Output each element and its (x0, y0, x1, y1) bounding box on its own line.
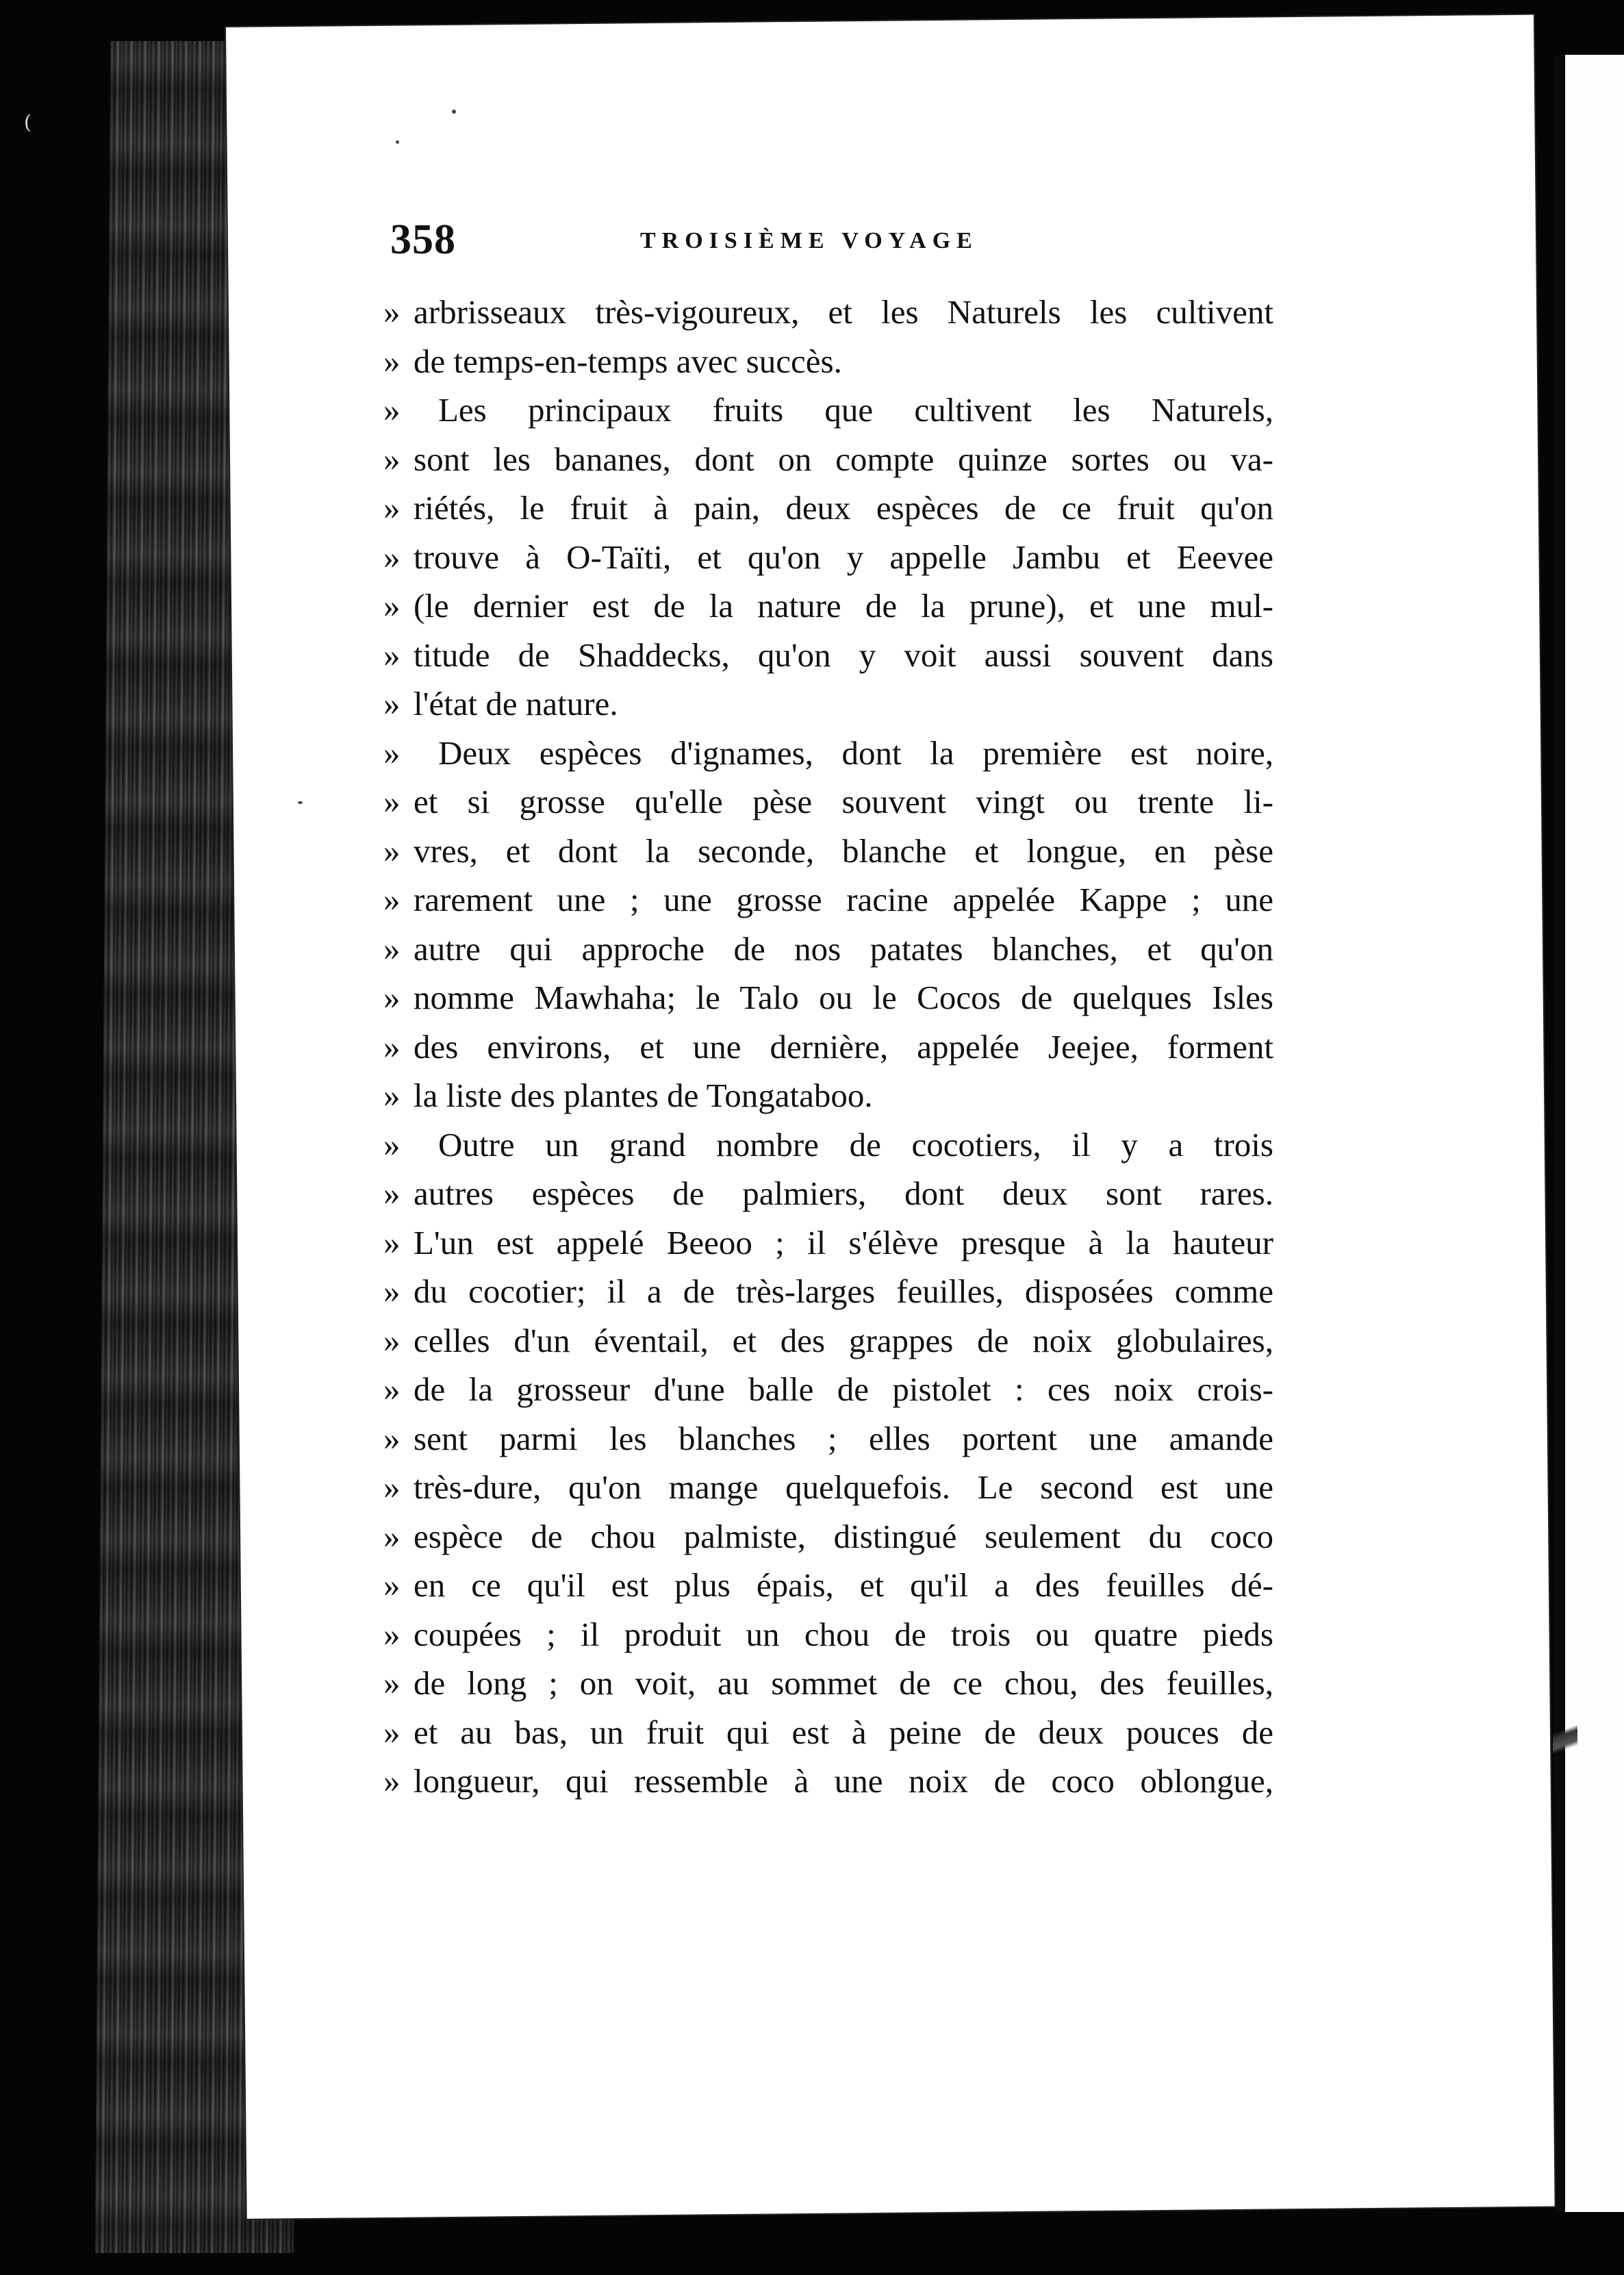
text-line (383, 1169, 1273, 1218)
line-text: L'un est appelé Beeoo ; il s'élève presque à la hauteur (414, 1223, 1273, 1261)
line-text: autre qui approche de nos patates blanches, et qu'on (414, 929, 1273, 968)
quote-mark: » (383, 440, 401, 478)
line-text: sont les bananes, dont on compte quinze sortes ou va- (414, 440, 1273, 478)
line-text: de la grosseur d'une balle de pistolet : ces noix crois- (414, 1370, 1273, 1408)
running-head: TROISIÈME VOYAGE (640, 228, 978, 253)
line-text: titude de Shaddecks, qu'on y voit aussi souvent dans (414, 636, 1273, 674)
quote-mark: » (383, 342, 401, 380)
line-text: Outre un grand nombre de cocotiers, il y a trois (438, 1125, 1273, 1164)
line-text: du cocotier; il a de très-larges feuilles, disposées comme (414, 1272, 1273, 1310)
quote-mark: » (383, 1272, 401, 1310)
line-text: nomme Mawhaha; le Talo ou le Cocos de quelques Isles (414, 979, 1273, 1016)
text-line (383, 1659, 1273, 1708)
quote-mark: » (383, 929, 401, 968)
text-line (383, 1708, 1273, 1757)
line-text: de long ; on voit, au sommet de ce chou, des feuilles, (414, 1664, 1273, 1702)
text-line (383, 1757, 1273, 1806)
text-line (383, 875, 1273, 925)
quote-mark: » (383, 636, 401, 674)
text-line (383, 777, 1273, 827)
line-text: coupées ; il produit un chou de trois ou quatre pieds (414, 1615, 1273, 1653)
text-line (383, 1022, 1273, 1072)
page-header (390, 216, 1246, 271)
text-line (383, 925, 1273, 974)
quote-mark: » (383, 1370, 401, 1408)
line-text: vres, et dont la seconde, blanche et longue, en pèse (414, 831, 1273, 870)
line-text: et si grosse qu'elle pèse souvent vingt ou trente li- (414, 783, 1273, 820)
text-line (383, 1610, 1273, 1659)
text-line (383, 1561, 1273, 1610)
text-line (383, 337, 1273, 386)
page-speck (452, 110, 456, 114)
line-text: (le dernier est de la nature de la prune), et une mul- (414, 587, 1273, 625)
quote-mark: » (383, 1077, 401, 1114)
page-number: 358 (390, 216, 456, 263)
line-text: de temps-en-temps avec succès. (414, 342, 842, 380)
text-line (383, 1218, 1273, 1268)
quote-mark: » (383, 391, 401, 429)
quote-mark: » (383, 1468, 401, 1506)
quote-mark: » (383, 1566, 401, 1604)
body-text (383, 288, 1273, 1806)
line-text: rarement une ; une grosse racine appelée Kappe ; une (414, 881, 1273, 918)
line-text: trouve à O-Taïti, et qu'on y appelle Jambu et Eeevee (414, 538, 1273, 576)
quote-mark: » (383, 783, 401, 820)
text-line (383, 483, 1273, 533)
facing-page-mark (1553, 1692, 1577, 1787)
line-text: sent parmi les blanches ; elles portent une amande (414, 1419, 1273, 1457)
text-line (383, 973, 1273, 1022)
text-line (383, 729, 1273, 778)
line-text: très-dure, qu'on mange quelquefois. Le second est une (414, 1468, 1273, 1506)
text-line (383, 435, 1273, 484)
quote-mark: » (383, 979, 401, 1016)
quote-mark: » (383, 831, 401, 870)
line-text: en ce qu'il est plus épais, et qu'il a des feuilles dé- (414, 1566, 1273, 1604)
line-text: riétés, le fruit à pain, deux espèces de ce fruit qu'on (414, 489, 1273, 527)
line-text: Deux espèces d'ignames, dont la première est noire, (438, 733, 1273, 772)
line-text: autres espèces de palmiers, dont deux sont rares. (414, 1174, 1273, 1212)
quote-mark: » (383, 538, 401, 576)
text-line (383, 1463, 1273, 1512)
text-line (383, 631, 1273, 680)
quote-mark: » (383, 1762, 401, 1800)
line-text: la liste des plantes de Tongataboo. (414, 1077, 873, 1114)
quote-mark: » (383, 685, 401, 722)
text-line (383, 288, 1273, 337)
text-line (383, 827, 1273, 876)
text-line (383, 386, 1273, 435)
quote-mark: » (383, 1615, 401, 1653)
quote-mark: » (383, 293, 401, 331)
line-text: des environs, et une dernière, appelée Jeejee, forment (414, 1027, 1273, 1066)
quote-mark: » (383, 881, 401, 918)
line-text: longueur, qui ressemble à une noix de coco oblongue, (414, 1762, 1273, 1800)
text-line (383, 1414, 1273, 1463)
quote-mark: » (383, 1664, 401, 1702)
line-text: et au bas, un fruit qui est à peine de deux pouces de (414, 1713, 1273, 1751)
left-margin-mark: ( (24, 111, 31, 134)
line-text: l'état de nature. (414, 685, 618, 722)
text-line (383, 1316, 1273, 1366)
page-speck (396, 140, 399, 144)
text-line (383, 581, 1273, 631)
text-line (383, 533, 1273, 582)
quote-mark: » (383, 1517, 401, 1555)
quote-mark: » (383, 1125, 401, 1164)
line-text: Les principaux fruits que cultivent les Naturels, (438, 391, 1273, 429)
text-line (383, 1365, 1273, 1414)
page-speck (298, 801, 303, 804)
line-text: espèce de chou palmiste, distingué seulement du coco (414, 1517, 1273, 1555)
quote-mark: » (383, 733, 401, 772)
text-line (383, 1120, 1273, 1170)
quote-mark: » (383, 489, 401, 527)
text-line (383, 1071, 1273, 1120)
text-line (383, 1512, 1273, 1561)
line-text: celles d'un éventail, et des grappes de noix globulaires, (414, 1321, 1273, 1359)
quote-mark: » (383, 1174, 401, 1212)
facing-page-edge (1554, 55, 1624, 2212)
quote-mark: » (383, 1027, 401, 1066)
quote-mark: » (383, 1419, 401, 1457)
quote-mark: » (383, 1713, 401, 1751)
text-line (383, 1267, 1273, 1316)
line-text: arbrisseaux très-vigoureux, et les Naturels les cultivent (414, 293, 1273, 331)
text-line (383, 679, 1273, 729)
quote-mark: » (383, 587, 401, 625)
quote-mark: » (383, 1321, 401, 1359)
quote-mark: » (383, 1223, 401, 1261)
